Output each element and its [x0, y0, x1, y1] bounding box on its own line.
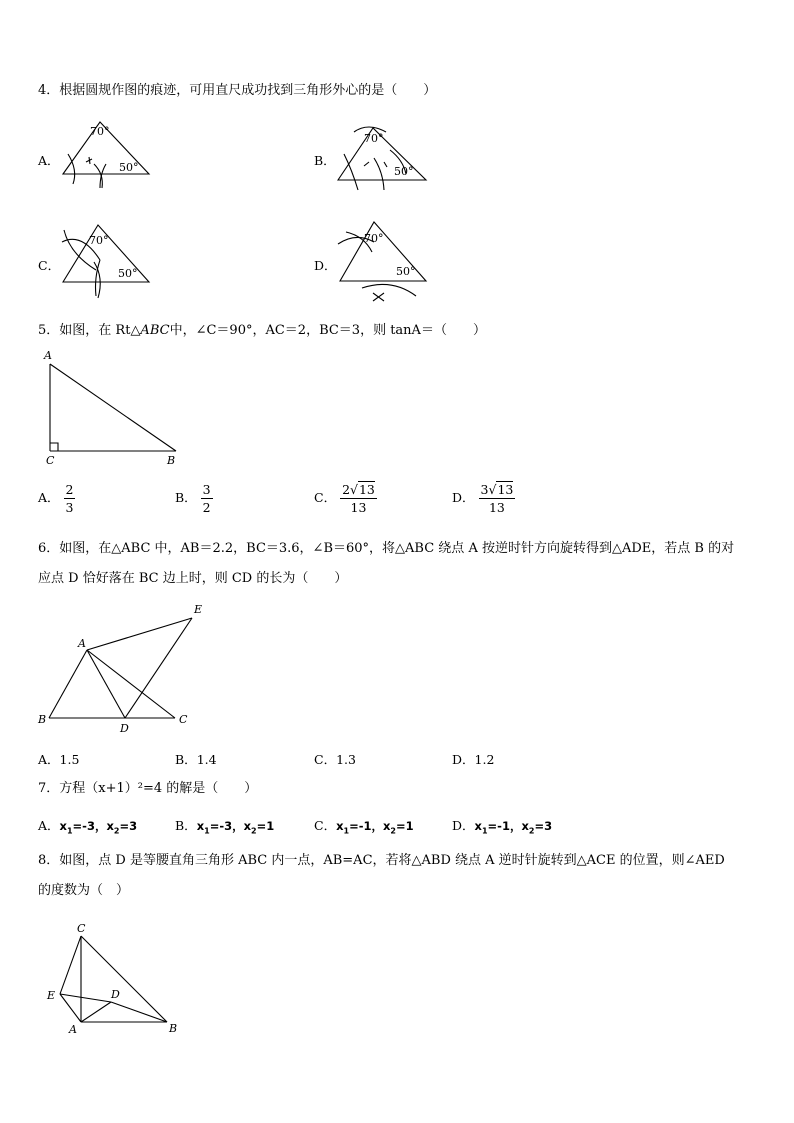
- q6-option-d[interactable]: D．1.2: [452, 752, 495, 767]
- q7-option-a[interactable]: A．$x_1=-3$，$x_2=3$: [38, 818, 138, 836]
- q6-option-a[interactable]: A．1.5: [38, 752, 80, 767]
- q5-stem: [38, 322, 486, 340]
- q5-option-a[interactable]: [38, 481, 75, 516]
- point-e-label: E: [47, 989, 56, 1002]
- point-c-label: C: [77, 922, 86, 935]
- point-a-label: A: [69, 1023, 77, 1036]
- q5-triangle: △ABC: [130, 323, 170, 338]
- q4-option-b-label: B．: [314, 153, 336, 168]
- arc-mark: [94, 262, 100, 298]
- fraction: $\frac{2√13}{13}$: [342, 482, 375, 515]
- q4-figure-d: [330, 218, 434, 308]
- point-b-label: B: [169, 1022, 178, 1035]
- angle-top-label: 70°: [364, 232, 384, 245]
- side-ac: [87, 650, 175, 718]
- arc-mark: [374, 158, 384, 190]
- side-ae: [60, 994, 81, 1022]
- q4-option-d-label: D．: [314, 258, 337, 273]
- q7-option-b[interactable]: B．$x_1=-3$，$x_2=1$: [175, 818, 275, 836]
- point-d-label: D: [120, 722, 129, 735]
- fraction: $\frac{3√13}{13}$: [480, 482, 514, 515]
- q6-option-b[interactable]: B．1.4: [175, 752, 217, 767]
- fraction: $\frac{3}{2}$: [202, 482, 211, 515]
- q8-stem-line2: 的度数为（ ）: [38, 883, 130, 898]
- side-ec: [60, 936, 81, 994]
- side-de: [125, 618, 192, 718]
- fraction: $\frac{2}{3}$: [65, 482, 74, 515]
- q4-option-c-label: C．: [38, 258, 61, 273]
- arc-mark: [94, 164, 102, 188]
- angle-right-label: 50°: [394, 165, 414, 178]
- point-e-label: E: [194, 603, 203, 616]
- q4-stem: 4．根据圆规作图的痕迹，可用直尺成功找到三角形外心的是（ ）: [38, 83, 437, 98]
- q5-option-b[interactable]: [175, 481, 213, 516]
- q8-figure: [40, 920, 190, 1042]
- arc-mark: [344, 154, 358, 190]
- side-ab: [50, 364, 176, 451]
- point-b-label: B: [38, 713, 47, 726]
- q5-figure: [38, 346, 188, 468]
- point-a-label: A: [44, 349, 52, 362]
- option-value: 1.5: [59, 752, 80, 767]
- q6-option-c[interactable]: C．1.3: [314, 752, 356, 767]
- q4-figure-b: [330, 118, 434, 198]
- point-c-label: C: [179, 713, 188, 726]
- q4-option-a-label: A．: [38, 153, 60, 168]
- q7-stem: 7．方程（x+1）²=4 的解是（ ）: [38, 781, 258, 796]
- option-value: 1.3: [336, 752, 356, 767]
- q5-stem-prefix: 5．如图，在: [38, 323, 112, 338]
- option-value: 1.4: [196, 752, 217, 767]
- arc-mark: [362, 284, 416, 296]
- side-ab: [49, 650, 87, 718]
- q5-rt: Rt: [115, 323, 131, 338]
- q5-option-a-label: A．: [38, 490, 60, 505]
- q7-option-d[interactable]: D．$x_1=-1$，$x_2=3$: [452, 818, 553, 836]
- q6-stem-line2: 应点 D 恰好落在 BC 边上时，则 CD 的长为（ ）: [38, 571, 348, 586]
- side-ed: [60, 994, 111, 1002]
- tick-mark: [384, 162, 387, 167]
- point-b-label: B: [167, 454, 176, 467]
- q7-option-c[interactable]: C．$x_1=-1$，$x_2=1$: [314, 818, 414, 836]
- side-bc: [81, 936, 167, 1022]
- q5-option-d-label: D．: [452, 490, 475, 505]
- q6-stem-line1: 6．如图，在△ABC 中，AB＝2.2，BC＝3.6，∠B＝60°，将△ABC 绕点 A 按逆时针方向旋转得到△ADE，若点 B 的对: [38, 541, 735, 556]
- angle-top-label: 70°: [90, 125, 110, 138]
- side-db: [111, 1002, 167, 1022]
- q5-option-c-label: C．: [314, 490, 337, 505]
- side-ad: [81, 1002, 111, 1022]
- q5-option-b-label: B．: [175, 490, 197, 505]
- angle-top-label: 70°: [89, 234, 109, 247]
- side-ad: [87, 650, 125, 718]
- angle-right-label: 50°: [118, 267, 138, 280]
- q5-stem-rest: 中，∠C＝90°，AC＝2，BC＝3，则 tanA＝（ ）: [169, 323, 486, 338]
- q5-option-c[interactable]: [314, 481, 377, 516]
- angle-right-label: 50°: [119, 161, 139, 174]
- q4-figure-a: [56, 112, 156, 200]
- q5-option-d[interactable]: [452, 481, 515, 516]
- tick-mark: [364, 162, 369, 166]
- point-a-label: A: [78, 637, 86, 650]
- q4-figure-c: [56, 220, 156, 300]
- option-value: 1.2: [474, 752, 495, 767]
- tick-mark: [89, 157, 90, 164]
- side-ae: [87, 618, 192, 650]
- q8-stem-line1: 8．如图，点 D 是等腰直角三角形 ABC 内一点，AB=AC，若将△ABD 绕点 A 逆时针旋转到△ACE 的位置，则∠AED: [38, 853, 725, 868]
- point-c-label: C: [46, 454, 55, 467]
- right-angle-mark: [50, 443, 58, 451]
- angle-right-label: 50°: [396, 265, 416, 278]
- q6-figure: [34, 598, 204, 740]
- angle-top-label: 70°: [364, 132, 384, 145]
- point-d-label: D: [111, 988, 120, 1001]
